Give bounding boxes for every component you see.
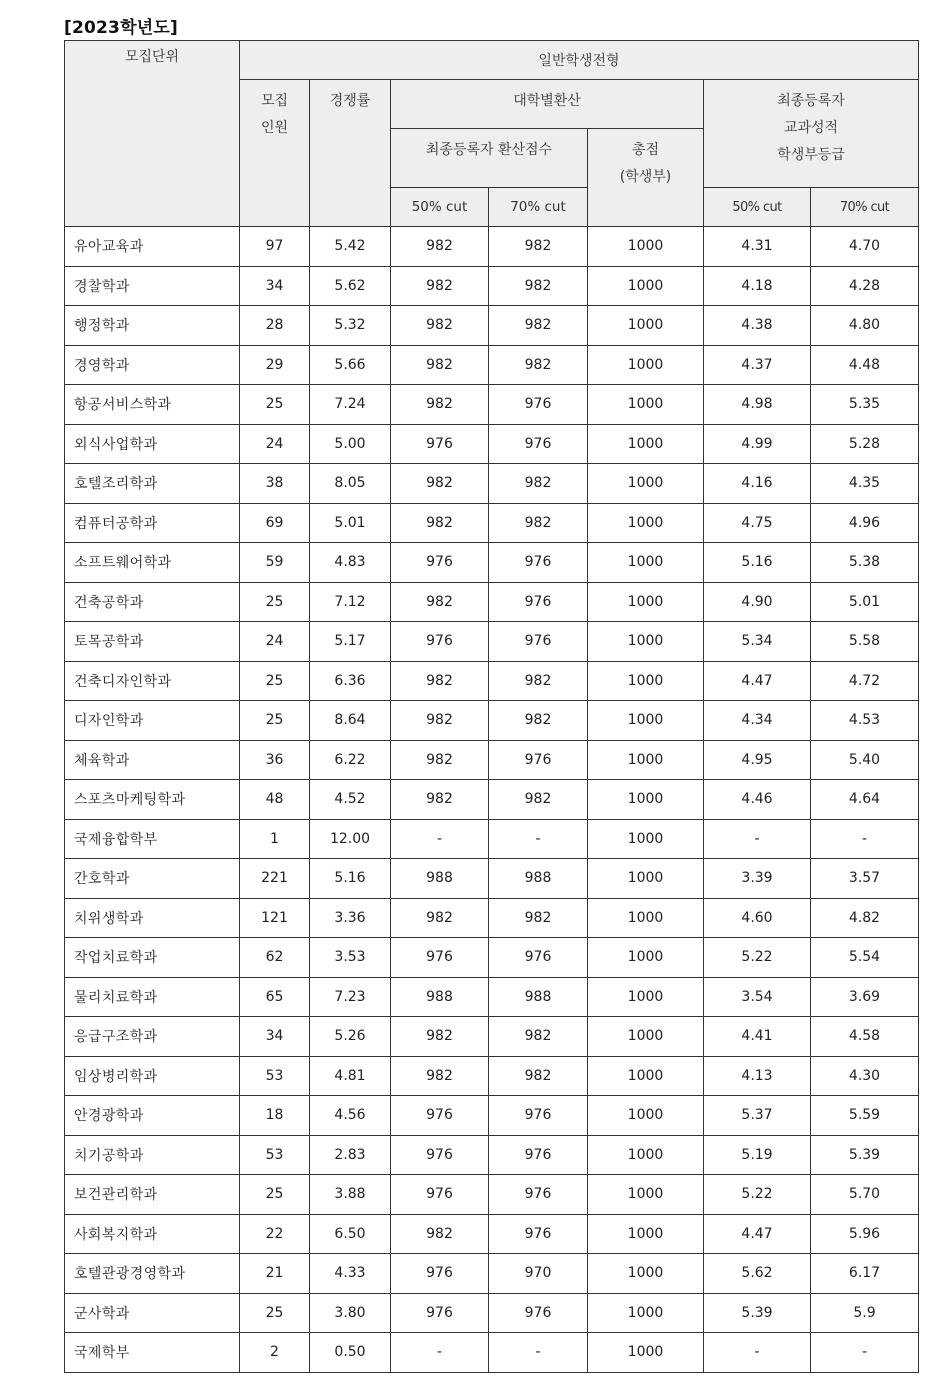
competition-rate-cell: 7.24 [310,385,391,425]
quota-cell: 53 [240,1135,310,1175]
grade-70-cut-cell: 5.38 [811,543,919,583]
competition-rate-cell: 5.26 [310,1017,391,1057]
header-grade-line1: 최종등록자 [777,93,845,109]
score-70-cut-cell: 982 [489,345,588,385]
table-row [65,227,919,267]
total-score-cell: 1000 [588,464,704,504]
total-score-cell: 1000 [588,977,704,1017]
grade-70-cut-cell: 4.80 [811,306,919,346]
total-score-cell: 1000 [588,503,704,543]
unit-cell: 건축디자인학과 [65,661,240,701]
unit-cell: 국제융합학부 [65,819,240,859]
table-row [65,898,919,938]
score-70-cut-cell: 982 [489,898,588,938]
grade-50-cut-cell: 4.47 [704,1214,811,1254]
grade-50-cut-cell: 4.46 [704,780,811,820]
grade-70-cut-cell: 4.72 [811,661,919,701]
grade-50-cut-cell: 4.47 [704,661,811,701]
table-row [65,1135,919,1175]
score-70-cut-cell: 982 [489,661,588,701]
score-70-cut-cell: 976 [489,938,588,978]
score-70-cut-cell: 976 [489,385,588,425]
header-competition-rate: 경쟁률 [310,80,391,227]
table-row [65,859,919,899]
quota-cell: 59 [240,543,310,583]
grade-50-cut-cell: 4.99 [704,424,811,464]
grade-70-cut-cell: 5.40 [811,740,919,780]
grade-50-cut-cell: 5.62 [704,1254,811,1294]
score-70-cut-cell: 976 [489,1096,588,1136]
page-title: [2023학년도] [64,18,178,38]
table-row [65,1096,919,1136]
total-score-cell: 1000 [588,424,704,464]
score-50-cut-cell: 982 [391,345,489,385]
table-row [65,345,919,385]
quota-cell: 1 [240,819,310,859]
grade-70-cut-cell: 5.35 [811,385,919,425]
score-70-cut-cell: 970 [489,1254,588,1294]
header-grade-50-cut: 50% cut [704,188,811,227]
quota-cell: 36 [240,740,310,780]
quota-cell: 69 [240,503,310,543]
grade-50-cut-cell: 5.16 [704,543,811,583]
quota-cell: 24 [240,424,310,464]
grade-70-cut-cell: 4.64 [811,780,919,820]
competition-rate-cell: 12.00 [310,819,391,859]
grade-50-cut-cell: 5.19 [704,1135,811,1175]
competition-rate-cell: 6.50 [310,1214,391,1254]
score-70-cut-cell: 976 [489,1175,588,1215]
grade-70-cut-cell: 5.9 [811,1293,919,1333]
competition-rate-cell: 7.23 [310,977,391,1017]
competition-rate-cell: 7.12 [310,582,391,622]
grade-50-cut-cell: 4.98 [704,385,811,425]
score-50-cut-cell: 982 [391,740,489,780]
total-score-cell: 1000 [588,661,704,701]
score-50-cut-cell: 988 [391,977,489,1017]
score-70-cut-cell: 988 [489,977,588,1017]
grade-50-cut-cell: 4.18 [704,266,811,306]
grade-50-cut-cell: 4.60 [704,898,811,938]
grade-70-cut-cell: 5.28 [811,424,919,464]
quota-cell: 25 [240,661,310,701]
table-row [65,1254,919,1294]
quota-cell: 21 [240,1254,310,1294]
unit-cell: 행정학과 [65,306,240,346]
table-row [65,701,919,741]
header-grade-group [704,80,919,188]
grade-70-cut-cell: 6.17 [811,1254,919,1294]
header-quota-line2: 인원 [260,120,289,136]
score-70-cut-cell: 976 [489,582,588,622]
score-70-cut-cell: 982 [489,503,588,543]
score-70-cut-cell: 976 [489,1293,588,1333]
unit-cell: 작업치료학과 [65,938,240,978]
header-score-50-cut: 50% cut [391,188,489,227]
unit-cell: 체육학과 [65,740,240,780]
score-70-cut-cell: - [489,819,588,859]
score-50-cut-cell: 982 [391,464,489,504]
unit-cell: 보건관리학과 [65,1175,240,1215]
grade-50-cut-cell: 5.34 [704,622,811,662]
unit-cell: 군사학과 [65,1293,240,1333]
total-score-cell: 1000 [588,543,704,583]
grade-50-cut-cell: 4.31 [704,227,811,267]
unit-cell: 건축공학과 [65,582,240,622]
total-score-cell: 1000 [588,740,704,780]
table-row [65,1017,919,1057]
score-50-cut-cell: 982 [391,582,489,622]
grade-70-cut-cell: 3.69 [811,977,919,1017]
quota-cell: 34 [240,1017,310,1057]
total-score-cell: 1000 [588,1056,704,1096]
grade-50-cut-cell: 4.41 [704,1017,811,1057]
table-row [65,938,919,978]
total-score-cell: 1000 [588,1214,704,1254]
unit-cell: 토목공학과 [65,622,240,662]
competition-rate-cell: 4.83 [310,543,391,583]
table-row [65,385,919,425]
quota-cell: 121 [240,898,310,938]
table-row [65,306,919,346]
quota-cell: 221 [240,859,310,899]
unit-cell: 디자인학과 [65,701,240,741]
total-score-cell: 1000 [588,266,704,306]
competition-rate-cell: 3.36 [310,898,391,938]
grade-70-cut-cell: 5.59 [811,1096,919,1136]
table-row [65,1175,919,1215]
score-70-cut-cell: 982 [489,1017,588,1057]
quota-cell: 29 [240,345,310,385]
total-score-cell: 1000 [588,622,704,662]
unit-cell: 국제학부 [65,1333,240,1373]
score-70-cut-cell: 982 [489,306,588,346]
score-50-cut-cell: 976 [391,1254,489,1294]
quota-cell: 53 [240,1056,310,1096]
score-70-cut-cell: 976 [489,424,588,464]
total-score-cell: 1000 [588,701,704,741]
quota-cell: 28 [240,306,310,346]
score-70-cut-cell: 982 [489,701,588,741]
score-50-cut-cell: 982 [391,503,489,543]
grade-50-cut-cell: 4.75 [704,503,811,543]
table-body [65,227,919,1373]
quota-cell: 22 [240,1214,310,1254]
total-score-cell: 1000 [588,385,704,425]
grade-70-cut-cell: 4.28 [811,266,919,306]
score-70-cut-cell: 976 [489,1135,588,1175]
quota-cell: 62 [240,938,310,978]
score-50-cut-cell: 976 [391,938,489,978]
score-50-cut-cell: 982 [391,1017,489,1057]
table-row [65,503,919,543]
grade-70-cut-cell: 5.01 [811,582,919,622]
score-70-cut-cell: 976 [489,622,588,662]
competition-rate-cell: 2.83 [310,1135,391,1175]
quota-cell: 25 [240,1293,310,1333]
score-50-cut-cell: 982 [391,306,489,346]
header-total-line1: 총점 [631,142,660,158]
total-score-cell: 1000 [588,582,704,622]
competition-rate-cell: 8.64 [310,701,391,741]
score-50-cut-cell: 982 [391,780,489,820]
competition-rate-cell: 3.80 [310,1293,391,1333]
competition-rate-cell: 5.62 [310,266,391,306]
header-unit: 모집단위 [65,41,240,227]
header-score-70-cut: 70% cut [489,188,588,227]
header-quota [240,80,310,227]
unit-cell: 유아교육과 [65,227,240,267]
total-score-cell: 1000 [588,938,704,978]
score-50-cut-cell: 982 [391,1214,489,1254]
grade-70-cut-cell: 4.70 [811,227,919,267]
unit-cell: 경찰학과 [65,266,240,306]
table-row [65,1333,919,1373]
competition-rate-cell: 5.01 [310,503,391,543]
total-score-cell: 1000 [588,859,704,899]
total-score-cell: 1000 [588,1254,704,1294]
score-70-cut-cell: 982 [489,266,588,306]
grade-50-cut-cell: - [704,819,811,859]
grade-50-cut-cell: 5.39 [704,1293,811,1333]
total-score-cell: 1000 [588,819,704,859]
total-score-cell: 1000 [588,1175,704,1215]
table-row [65,622,919,662]
grade-70-cut-cell: 5.58 [811,622,919,662]
score-50-cut-cell: 976 [391,1096,489,1136]
quota-cell: 65 [240,977,310,1017]
admission-results-table [64,40,919,1373]
competition-rate-cell: 0.50 [310,1333,391,1373]
unit-cell: 물리치료학과 [65,977,240,1017]
unit-cell: 항공서비스학과 [65,385,240,425]
table-row [65,1214,919,1254]
score-70-cut-cell: 976 [489,1214,588,1254]
grade-70-cut-cell: 4.48 [811,345,919,385]
grade-70-cut-cell: - [811,1333,919,1373]
quota-cell: 38 [240,464,310,504]
grade-70-cut-cell: 4.82 [811,898,919,938]
table-row [65,661,919,701]
table-row [65,977,919,1017]
table-row [65,780,919,820]
quota-cell: 48 [240,780,310,820]
unit-cell: 안경광학과 [65,1096,240,1136]
score-50-cut-cell: - [391,1333,489,1373]
header-university-conversion: 대학별환산 [391,80,704,129]
grade-70-cut-cell: 4.35 [811,464,919,504]
header-grade-line3: 학생부등급 [777,147,845,163]
quota-cell: 25 [240,701,310,741]
competition-rate-cell: 4.81 [310,1056,391,1096]
score-70-cut-cell: 976 [489,740,588,780]
grade-70-cut-cell: 3.57 [811,859,919,899]
competition-rate-cell: 3.53 [310,938,391,978]
score-50-cut-cell: 982 [391,701,489,741]
score-50-cut-cell: 982 [391,1056,489,1096]
score-50-cut-cell: 988 [391,859,489,899]
competition-rate-cell: 5.16 [310,859,391,899]
grade-50-cut-cell: 4.90 [704,582,811,622]
header-general-admission: 일반학생전형 [240,41,919,80]
total-score-cell: 1000 [588,898,704,938]
unit-cell: 호텔관광경영학과 [65,1254,240,1294]
table-row [65,582,919,622]
competition-rate-cell: 4.33 [310,1254,391,1294]
score-70-cut-cell: - [489,1333,588,1373]
score-70-cut-cell: 982 [489,1056,588,1096]
unit-cell: 임상병리학과 [65,1056,240,1096]
score-50-cut-cell: 976 [391,1293,489,1333]
quota-cell: 34 [240,266,310,306]
competition-rate-cell: 8.05 [310,464,391,504]
grade-70-cut-cell: 5.54 [811,938,919,978]
header-grade-70-cut: 70% cut [811,188,919,227]
grade-70-cut-cell: - [811,819,919,859]
table-header [65,41,919,227]
score-50-cut-cell: 982 [391,385,489,425]
unit-cell: 외식사업학과 [65,424,240,464]
table-row [65,740,919,780]
unit-cell: 소프트웨어학과 [65,543,240,583]
table-row [65,1293,919,1333]
grade-50-cut-cell: 4.16 [704,464,811,504]
quota-cell: 25 [240,1175,310,1215]
total-score-cell: 1000 [588,227,704,267]
score-50-cut-cell: 976 [391,543,489,583]
score-50-cut-cell: 982 [391,266,489,306]
grade-50-cut-cell: 4.13 [704,1056,811,1096]
grade-50-cut-cell: - [704,1333,811,1373]
score-70-cut-cell: 988 [489,859,588,899]
unit-cell: 응급구조학과 [65,1017,240,1057]
unit-cell: 스포츠마케팅학과 [65,780,240,820]
table-row [65,543,919,583]
competition-rate-cell: 4.56 [310,1096,391,1136]
header-total-score [588,129,704,227]
total-score-cell: 1000 [588,1293,704,1333]
score-70-cut-cell: 976 [489,543,588,583]
competition-rate-cell: 4.52 [310,780,391,820]
grade-50-cut-cell: 5.22 [704,1175,811,1215]
total-score-cell: 1000 [588,1333,704,1373]
score-50-cut-cell: 982 [391,661,489,701]
header-final-registrant-score: 최종등록자 환산점수 [391,129,588,188]
competition-rate-cell: 5.66 [310,345,391,385]
grade-70-cut-cell: 4.58 [811,1017,919,1057]
score-70-cut-cell: 982 [489,464,588,504]
grade-70-cut-cell: 4.30 [811,1056,919,1096]
grade-50-cut-cell: 4.95 [704,740,811,780]
quota-cell: 97 [240,227,310,267]
score-50-cut-cell: 976 [391,622,489,662]
unit-cell: 치기공학과 [65,1135,240,1175]
table-row [65,819,919,859]
table-row [65,266,919,306]
unit-cell: 호텔조리학과 [65,464,240,504]
grade-70-cut-cell: 5.39 [811,1135,919,1175]
competition-rate-cell: 5.17 [310,622,391,662]
grade-70-cut-cell: 4.96 [811,503,919,543]
score-70-cut-cell: 982 [489,227,588,267]
table-row [65,424,919,464]
header-grade-line2: 교과성적 [783,120,839,136]
score-50-cut-cell: 976 [391,1175,489,1215]
competition-rate-cell: 3.88 [310,1175,391,1215]
grade-50-cut-cell: 5.22 [704,938,811,978]
total-score-cell: 1000 [588,1017,704,1057]
table-row [65,464,919,504]
grade-70-cut-cell: 5.96 [811,1214,919,1254]
header-quota-line1: 모집 [260,93,289,109]
unit-cell: 치위생학과 [65,898,240,938]
score-70-cut-cell: 982 [489,780,588,820]
grade-50-cut-cell: 3.54 [704,977,811,1017]
quota-cell: 2 [240,1333,310,1373]
total-score-cell: 1000 [588,345,704,385]
unit-cell: 컴퓨터공학과 [65,503,240,543]
unit-cell: 사회복지학과 [65,1214,240,1254]
quota-cell: 18 [240,1096,310,1136]
competition-rate-cell: 6.22 [310,740,391,780]
unit-cell: 경영학과 [65,345,240,385]
quota-cell: 25 [240,582,310,622]
total-score-cell: 1000 [588,1096,704,1136]
competition-rate-cell: 5.42 [310,227,391,267]
grade-70-cut-cell: 5.70 [811,1175,919,1215]
score-50-cut-cell: 982 [391,898,489,938]
unit-cell: 간호학과 [65,859,240,899]
header-total-line2: (학생부) [619,169,672,185]
grade-50-cut-cell: 4.34 [704,701,811,741]
score-50-cut-cell: 976 [391,1135,489,1175]
grade-70-cut-cell: 4.53 [811,701,919,741]
grade-50-cut-cell: 4.38 [704,306,811,346]
competition-rate-cell: 5.00 [310,424,391,464]
total-score-cell: 1000 [588,1135,704,1175]
competition-rate-cell: 5.32 [310,306,391,346]
grade-50-cut-cell: 3.39 [704,859,811,899]
grade-50-cut-cell: 5.37 [704,1096,811,1136]
score-50-cut-cell: 976 [391,424,489,464]
competition-rate-cell: 6.36 [310,661,391,701]
total-score-cell: 1000 [588,780,704,820]
table-row [65,1056,919,1096]
total-score-cell: 1000 [588,306,704,346]
quota-cell: 24 [240,622,310,662]
grade-50-cut-cell: 4.37 [704,345,811,385]
score-50-cut-cell: 982 [391,227,489,267]
score-50-cut-cell: - [391,819,489,859]
quota-cell: 25 [240,385,310,425]
